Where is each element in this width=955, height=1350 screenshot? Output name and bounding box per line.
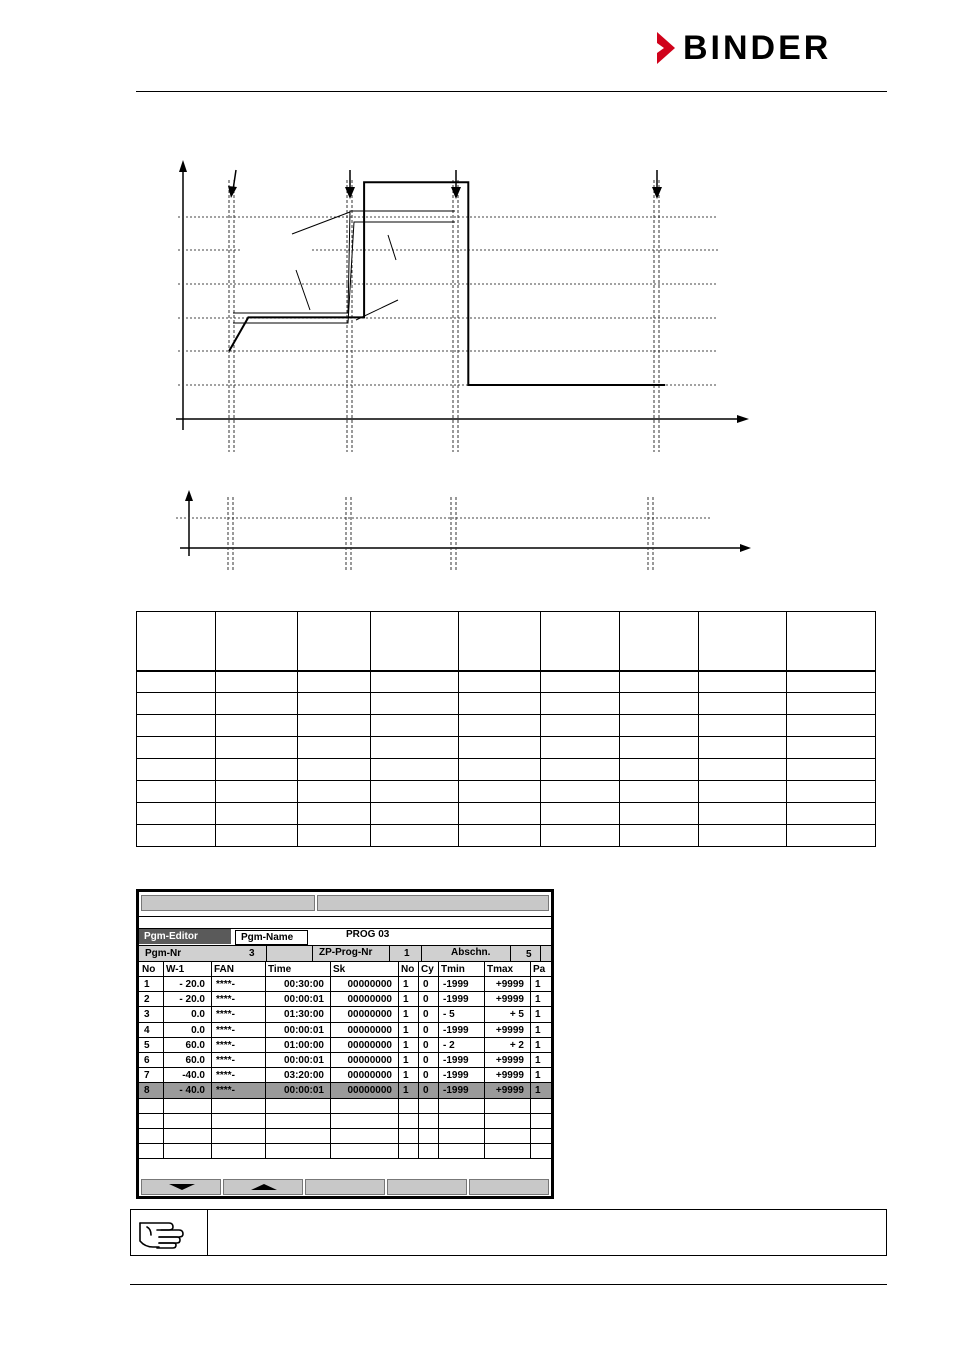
table-cell: + 5 (509, 1009, 524, 1021)
table-cell: ****- (216, 979, 235, 990)
table-cell: ****- (216, 1024, 235, 1036)
column-header: W-1 (166, 964, 185, 975)
table-cell: 1 (403, 1024, 409, 1036)
section-arrows (228, 170, 662, 199)
table-cell: 3 (144, 1009, 150, 1021)
column-divider (418, 962, 419, 1159)
column-divider (484, 962, 485, 1159)
pgm-nr-value[interactable]: 3 (249, 948, 255, 959)
data-table (136, 611, 876, 847)
table-cell: 01:30:00 (283, 1009, 324, 1021)
table-cell: +9999 (495, 979, 524, 990)
table-cell: 7 (144, 1070, 150, 1082)
sep-5 (510, 945, 511, 962)
table-cell: ****- (216, 1009, 235, 1021)
table-cell: 1 (535, 1009, 541, 1021)
table-cell: +9999 (495, 1024, 524, 1036)
table-cell: 00000000 (347, 1085, 392, 1097)
table-cell: +9999 (495, 1085, 524, 1097)
table-cell: 00000000 (347, 1055, 392, 1066)
scroll-down-button[interactable] (141, 1179, 221, 1195)
note-box (130, 1209, 887, 1256)
table-cell: -40.0 (182, 1070, 205, 1082)
column-divider (330, 962, 331, 1159)
column-divider (211, 962, 212, 1159)
screen-bottom-button-4[interactable] (387, 1179, 467, 1195)
table-cell: -1999 (443, 1070, 469, 1082)
column-header: Cy (421, 964, 434, 975)
sep-1 (266, 945, 267, 962)
screen-top-button-left[interactable] (141, 895, 315, 911)
table-cell: 1 (535, 1024, 541, 1036)
sep-2 (312, 945, 313, 962)
table-cell: - 5 (443, 1009, 455, 1021)
table-cell: 1 (144, 979, 150, 990)
screen-bottom-button-3[interactable] (305, 1179, 385, 1195)
leader-lines (292, 212, 398, 320)
table-cell: -1999 (443, 1024, 469, 1036)
table-cell: 4 (144, 1024, 150, 1036)
table-cell: ****- (216, 1085, 235, 1097)
column-divider (530, 962, 531, 1159)
table-cell: 00:00:01 (283, 1055, 324, 1066)
column-header: Sk (333, 964, 346, 975)
table-cell: 00:30:00 (283, 979, 324, 990)
table-cell: 60.0 (185, 1055, 205, 1066)
table-cell: 1 (403, 1070, 409, 1082)
section-markers (228, 180, 659, 572)
column-header: FAN (214, 964, 234, 975)
footer-rule (130, 1284, 887, 1285)
column-header: No (401, 964, 415, 975)
table-cell: - 20.0 (179, 994, 205, 1006)
table-cell: 2 (144, 994, 150, 1006)
table-cell: 0 (423, 1039, 429, 1051)
editor-label: Pgm-Editor (139, 929, 231, 944)
abschn-label: Abschn. (451, 947, 491, 958)
pointing-hand-icon (137, 1213, 197, 1253)
table-cell: 00:00:01 (283, 1085, 324, 1097)
pgm-nr-label: Pgm-Nr (145, 948, 182, 959)
table-cell: -1999 (443, 994, 469, 1006)
table-cell: 00:00:01 (283, 1024, 324, 1036)
screen-bottom-button-5[interactable] (469, 1179, 549, 1195)
table-cell: 1 (535, 1039, 541, 1051)
screen-top-button-right[interactable] (317, 895, 549, 911)
table-cell: 0 (423, 1055, 429, 1066)
column-divider (163, 962, 164, 1159)
table-cell: -1999 (443, 1085, 469, 1097)
pgm-name-label: Pgm-Name (235, 930, 308, 945)
table-cell: 1 (403, 1055, 409, 1066)
table-cell: - 20.0 (179, 979, 205, 990)
table-cell: 1 (403, 1039, 409, 1051)
table-cell: +9999 (495, 994, 524, 1006)
zp-prog-value[interactable]: 1 (404, 948, 410, 959)
table-cell: 00000000 (347, 1024, 392, 1036)
table-cell: 0 (423, 994, 429, 1006)
table-cell: 00000000 (347, 1039, 392, 1051)
table-cell: -1999 (443, 979, 469, 990)
column-divider (265, 962, 266, 1159)
table-cell: -1999 (443, 1055, 469, 1066)
table-cell: ****- (216, 1070, 235, 1082)
table-cell: 1 (535, 1070, 541, 1082)
table-cell: +9999 (495, 1070, 524, 1082)
top-bar-line (139, 916, 551, 917)
brand-name: BINDER (683, 29, 832, 67)
table-cell: + 2 (509, 1039, 524, 1051)
table-cell: 1 (535, 1055, 541, 1066)
table-cell: 1 (535, 994, 541, 1006)
chart-axes (176, 160, 751, 556)
table-cell: 60.0 (185, 1039, 205, 1051)
note-divider (207, 1210, 208, 1255)
table-row[interactable] (139, 1144, 551, 1159)
table-cell: 0.0 (191, 1009, 205, 1021)
table-cell: - 2 (443, 1039, 455, 1051)
column-divider (438, 962, 439, 1159)
table-cell: 6 (144, 1055, 150, 1066)
gridlines (176, 217, 718, 518)
table-cell: 0 (423, 979, 429, 990)
table-cell: - 40.0 (179, 1085, 205, 1097)
arrow-down-icon (142, 1180, 222, 1194)
table-cell: 03:20:00 (283, 1070, 324, 1082)
table-cell: 1 (535, 979, 541, 990)
zp-prog-label: ZP-Prog-Nr (319, 947, 373, 958)
table-cell: 0 (423, 1024, 429, 1036)
table-row[interactable] (139, 1114, 551, 1129)
sep-6 (540, 945, 541, 962)
column-header: Tmax (487, 964, 514, 975)
table-cell: 01:00:00 (283, 1039, 324, 1051)
program-editor-screen (136, 889, 554, 1199)
abschn-value[interactable]: 5 (526, 949, 532, 960)
column-header: Pa (533, 964, 546, 975)
table-cell: ****- (216, 1039, 235, 1051)
table-cell: 1 (403, 1009, 409, 1021)
table-cell: 0 (423, 1085, 429, 1097)
temperature-profile-chart (0, 0, 955, 600)
table-cell: 00000000 (347, 994, 392, 1006)
column-header: Tmin (441, 964, 465, 975)
table-cell: ****- (216, 1055, 235, 1066)
table-cell: ****- (216, 994, 235, 1006)
sep-3 (389, 945, 390, 962)
arrow-up-icon (224, 1180, 304, 1194)
table-cell: 0 (423, 1009, 429, 1021)
column-divider (398, 962, 399, 1159)
table-cell: 1 (403, 994, 409, 1006)
tolerance-band (233, 211, 455, 323)
table-cell: 5 (144, 1039, 150, 1051)
table-cell: 0 (423, 1070, 429, 1082)
sep-4 (421, 945, 422, 962)
column-header: No (142, 964, 156, 975)
table-cell: 8 (144, 1085, 150, 1097)
table-cell: 1 (403, 1085, 409, 1097)
table-cell: 0.0 (191, 1024, 205, 1036)
table-row[interactable] (139, 1129, 551, 1144)
table-row[interactable] (139, 1099, 551, 1114)
table-cell: 00:00:01 (283, 994, 324, 1006)
table-cell: +9999 (495, 1055, 524, 1066)
column-header: Time (268, 964, 292, 975)
table-cell: 1 (535, 1085, 541, 1097)
scroll-up-button[interactable] (223, 1179, 303, 1195)
table-cell: 1 (403, 979, 409, 990)
editor-row-line (139, 928, 551, 929)
table-cell: 00000000 (347, 979, 392, 990)
table-cell: 00000000 (347, 1070, 392, 1082)
table-cell: 00000000 (347, 1009, 392, 1021)
pgm-name-value[interactable]: PROG 03 (346, 929, 390, 940)
